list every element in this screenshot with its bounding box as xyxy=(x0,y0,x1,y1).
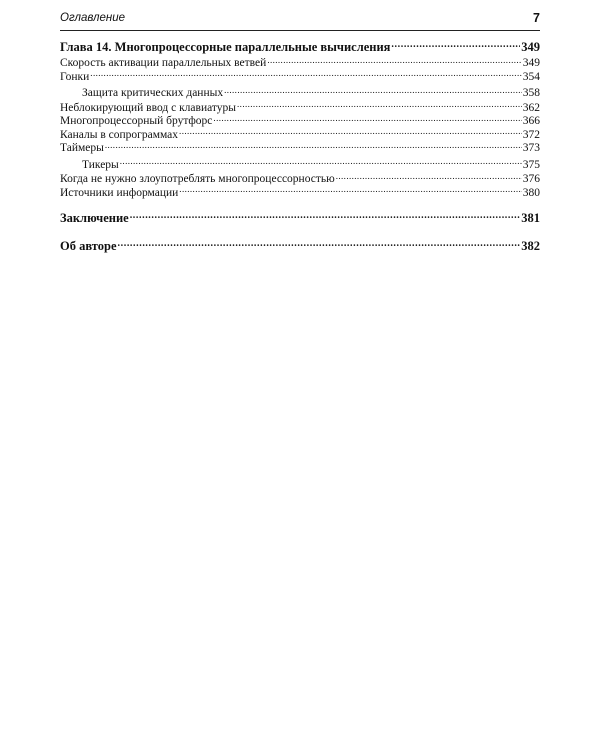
toc-entry-label: Неблокирующий ввод с клавиатуры xyxy=(60,101,237,114)
toc-entry-page: 354 xyxy=(522,70,540,83)
toc-about-author-page: 382 xyxy=(521,239,540,253)
toc-leader-dots xyxy=(118,240,521,250)
toc-leader-dots xyxy=(130,212,521,222)
toc-entry[interactable] xyxy=(60,172,540,186)
toc-conclusion-label: Заключение xyxy=(60,211,129,225)
toc-entry-page: 358 xyxy=(522,87,540,99)
toc-entry[interactable] xyxy=(60,128,540,142)
toc-about-author-label: Об авторе xyxy=(60,239,117,253)
toc-entry-page: 375 xyxy=(522,158,540,171)
toc-entry-label: Каналы в сопрограммах xyxy=(60,128,179,141)
toc-leader-dots xyxy=(237,101,522,111)
toc-entry-page: 349 xyxy=(522,57,540,69)
toc-chapter-label: Глава 14. Многопроцессорные параллельные вычисления xyxy=(60,40,391,54)
running-header-title: Оглавление xyxy=(60,12,125,24)
page-header xyxy=(60,12,540,31)
toc-subentry[interactable] xyxy=(60,158,540,172)
toc-chapter-page: 349 xyxy=(521,40,540,54)
toc-leader-dots xyxy=(224,86,522,96)
toc-entry-label: Гонки xyxy=(60,70,90,83)
table-of-contents xyxy=(60,40,540,253)
toc-leader-dots xyxy=(105,141,522,151)
toc-entry[interactable] xyxy=(60,56,540,70)
toc-leader-dots xyxy=(213,114,521,124)
toc-entry[interactable] xyxy=(60,101,540,115)
toc-leader-dots xyxy=(179,128,522,138)
toc-chapter-14[interactable] xyxy=(60,40,540,54)
toc-entry-page: 380 xyxy=(522,186,540,199)
toc-entry-label: Тикеры xyxy=(82,158,119,171)
toc-entry-label: Когда не нужно злоупотреблять многопроцессорностью xyxy=(60,173,335,185)
toc-entry-label: Источники информации xyxy=(60,186,179,199)
toc-leader-dots xyxy=(90,70,521,80)
toc-entry[interactable] xyxy=(60,141,540,155)
toc-entry-page: 362 xyxy=(522,101,540,114)
toc-leader-dots xyxy=(120,158,522,168)
toc-entry[interactable] xyxy=(60,114,540,128)
toc-leader-dots xyxy=(267,56,521,66)
toc-entry[interactable] xyxy=(60,186,540,200)
toc-entry-label: Таймеры xyxy=(60,142,104,154)
toc-entry-page: 376 xyxy=(522,173,540,185)
toc-entry-page: 373 xyxy=(522,142,540,154)
toc-entry-label: Многопроцессорный брутфорс xyxy=(60,115,213,127)
toc-about-author[interactable] xyxy=(60,239,540,253)
toc-leader-dots xyxy=(336,172,522,182)
toc-entry-label: Защита критических данных xyxy=(82,87,224,99)
toc-leader-dots xyxy=(179,186,521,196)
toc-entry[interactable] xyxy=(60,70,540,84)
toc-conclusion[interactable] xyxy=(60,211,540,225)
toc-entry-page: 372 xyxy=(522,128,540,141)
toc-leader-dots xyxy=(391,41,520,51)
toc-entry-page: 366 xyxy=(522,115,540,127)
toc-subentry[interactable] xyxy=(60,86,540,100)
toc-entry-label: Скорость активации параллельных ветвей xyxy=(60,57,267,69)
toc-conclusion-page: 381 xyxy=(521,211,540,225)
page-number: 7 xyxy=(533,11,540,25)
